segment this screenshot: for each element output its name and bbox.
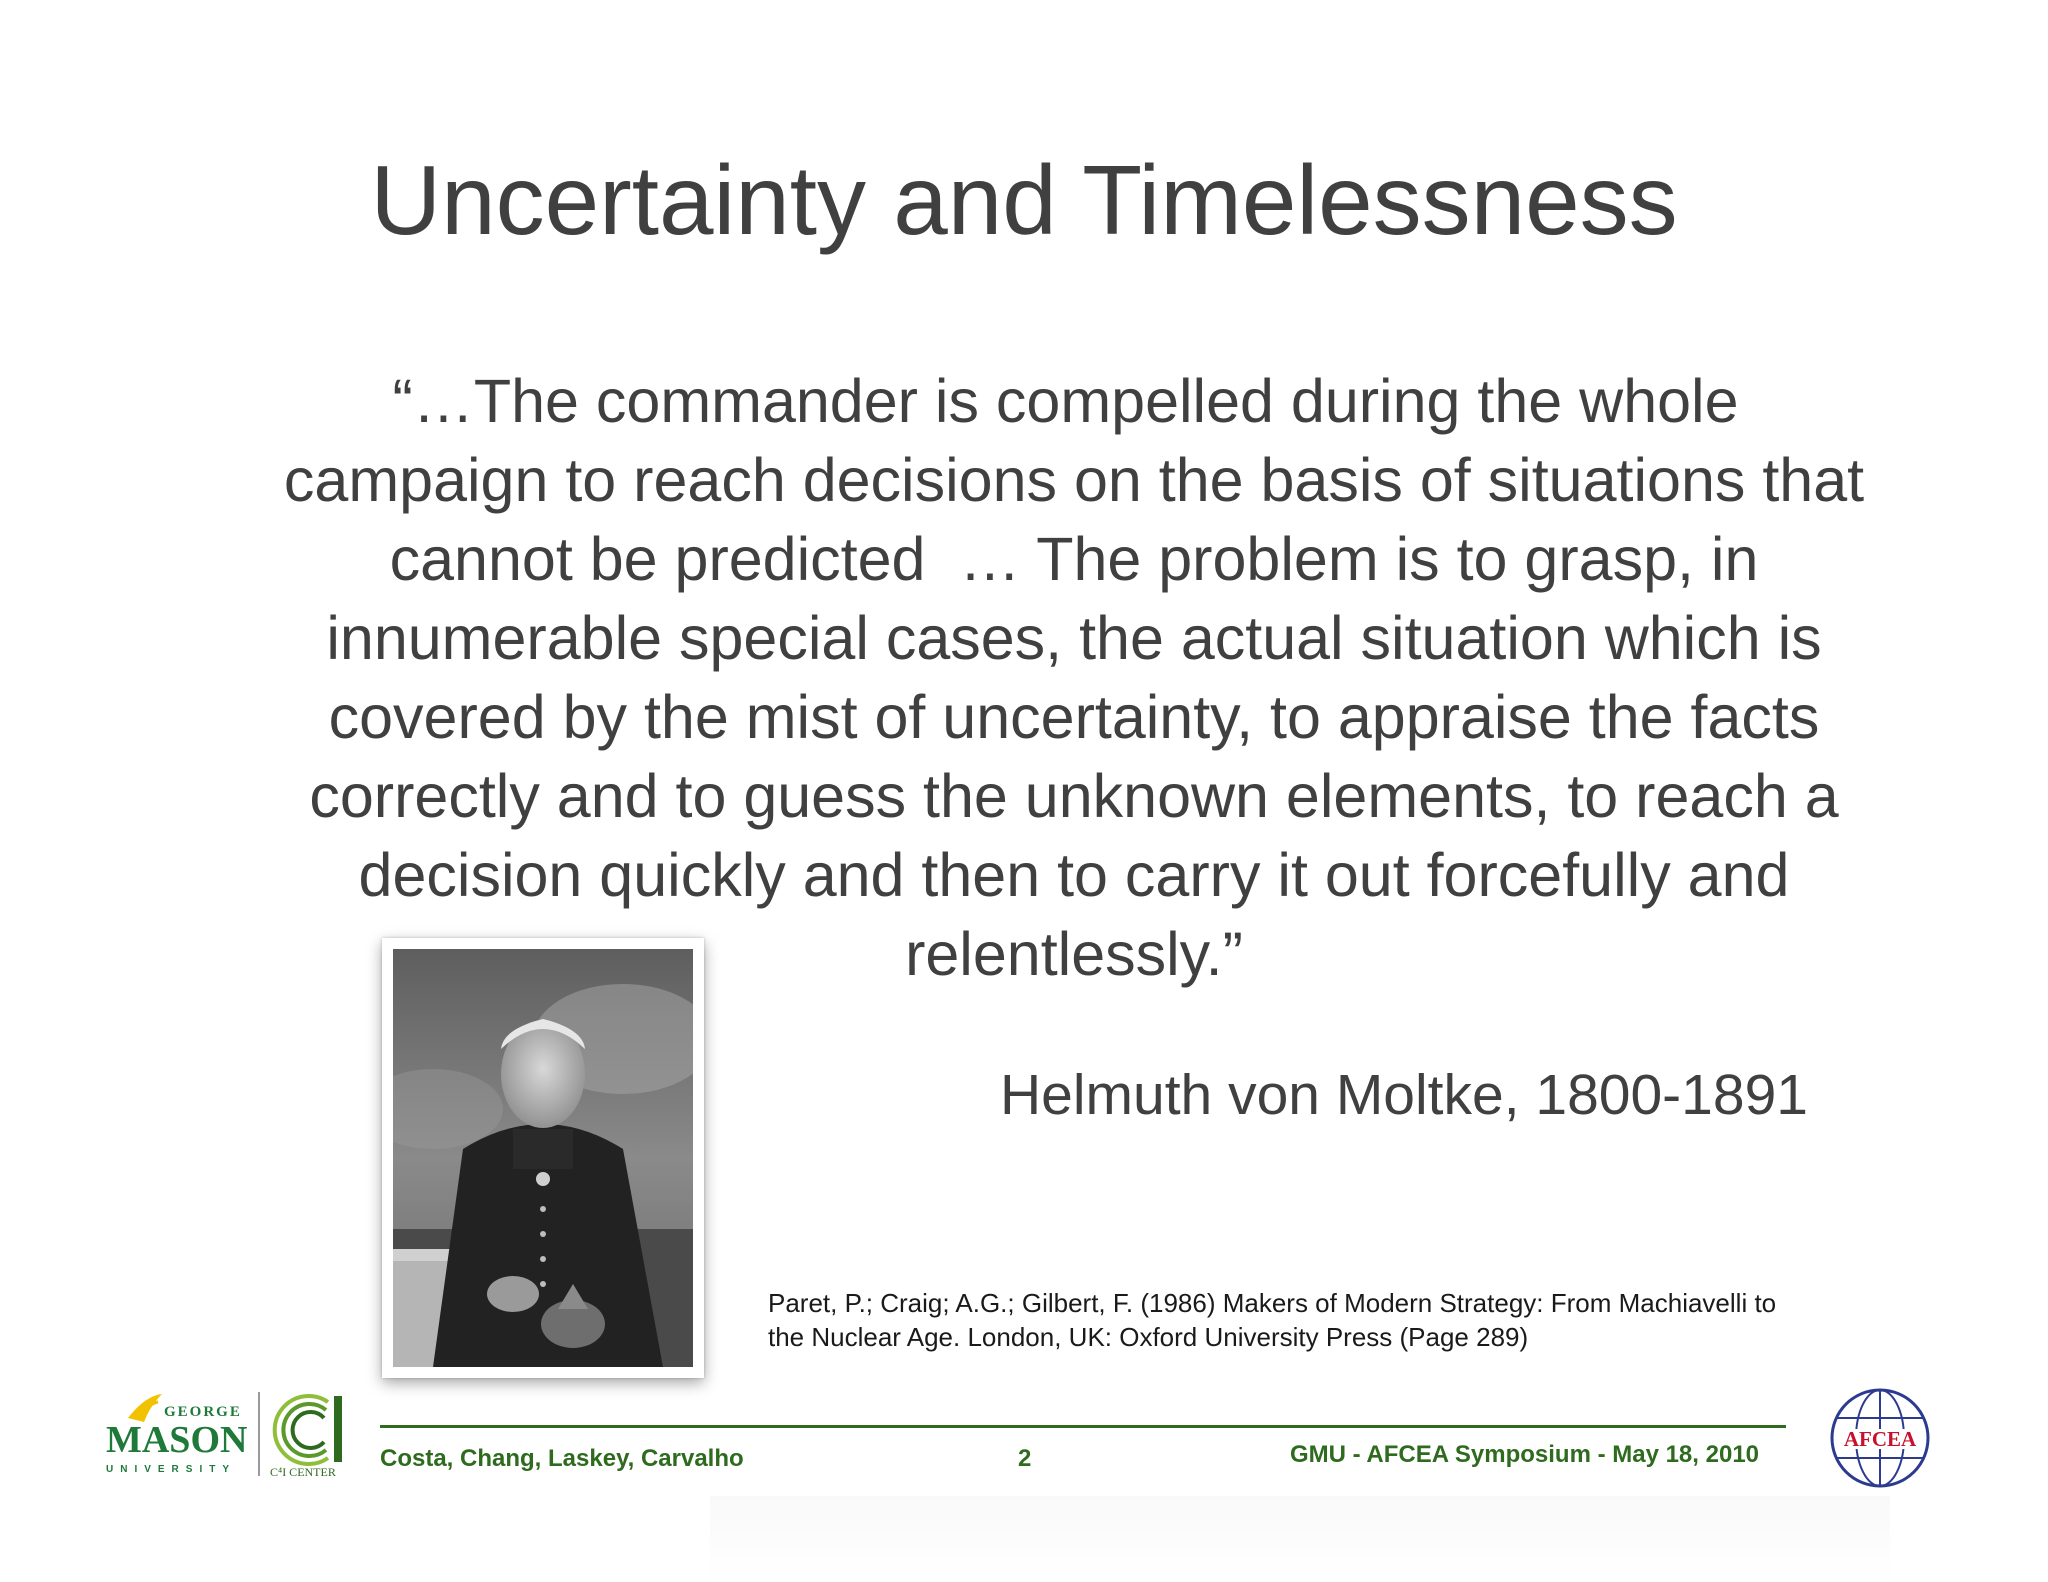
afcea-text: AFCEA [1843, 1427, 1917, 1451]
quote-line: relentlessly.” [905, 920, 1243, 988]
quote-line: covered by the mist of uncertainty, to appraise the facts [328, 683, 1820, 751]
citation-line: Paret, P.; Craig; A.G.; Gilbert, F. (1986) Makers of Modern Strategy: From Machiavelli to [768, 1288, 1777, 1318]
gmu-university-text: UNIVERSITY [106, 1464, 237, 1475]
c4i-center-text: C⁴I CENTER [270, 1465, 336, 1479]
page-number: 2 [1018, 1445, 1032, 1472]
gmu-mason-text: MASON [106, 1419, 248, 1461]
logo-divider [258, 1392, 260, 1476]
afcea-logo [1828, 1386, 1932, 1490]
portrait-engraving [393, 949, 693, 1367]
footer-rule [380, 1425, 1786, 1428]
gmu-george-text: GEORGE [164, 1404, 242, 1420]
quote-line: cannot be predicted … The problem is to grasp, in [389, 525, 1759, 593]
quote-line: innumerable special cases, the actual situation which is [326, 604, 1822, 672]
quote-line: correctly and to guess the unknown elements, to reach a [309, 762, 1839, 830]
gmu-logo [100, 1388, 248, 1480]
moltke-portrait [382, 938, 704, 1378]
background-band [710, 1496, 1890, 1582]
quote-line: decision quickly and then to carry it out forcefully and [358, 841, 1790, 909]
reference-citation [768, 1286, 1928, 1354]
slide-title: Uncertainty and Timelessness [370, 145, 1678, 255]
footer-event: GMU - AFCEA Symposium - May 18, 2010 [1290, 1441, 1760, 1468]
citation-line: the Nuclear Age. London, UK: Oxford University Press (Page 289) [768, 1322, 1529, 1352]
quote-line: “…The commander is compelled during the whole [392, 367, 1756, 435]
c4i-center-logo [268, 1392, 354, 1480]
quote-attribution: Helmuth von Moltke, 1800-1891 [1000, 1063, 1808, 1127]
footer-authors: Costa, Chang, Laskey, Carvalho [380, 1445, 744, 1472]
quote-line: campaign to reach decisions on the basis of situations that [283, 446, 1865, 514]
moltke-quote [150, 362, 1998, 994]
